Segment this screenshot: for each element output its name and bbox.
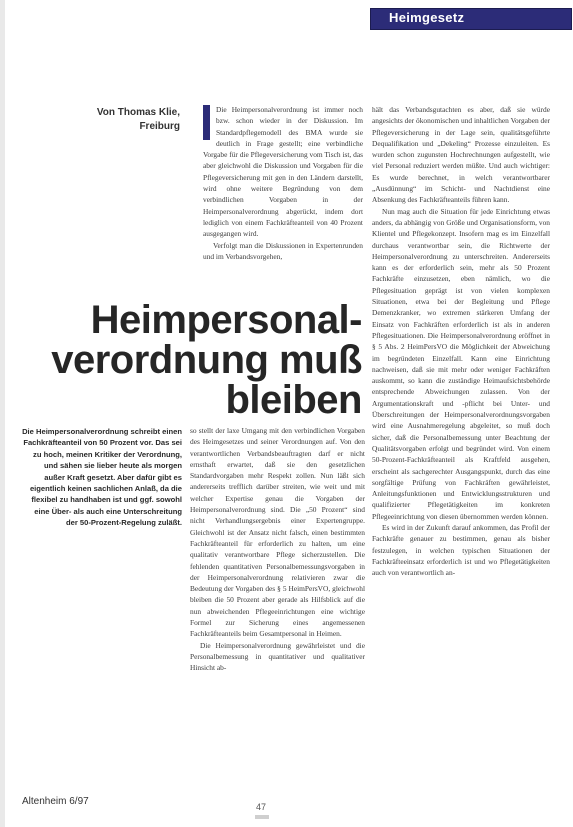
paragraph: Es wird in der Zukunft darauf ankommen, das Profil der Fachkräfte genauer zu bestimmen, genau als bisher festzulegen, in welchen typischen Situationen der Fachkräfteeinsatz erforderlich ist und wo Pflegetätigkeiten auch von verantwortlich an- (372, 522, 550, 578)
page-edge-shadow (0, 0, 5, 827)
paragraph: so stellt der laxe Umgang mit den verbindlichen Vorgaben des Heimgesetzes und seiner Verordnungen auf. Von den verantwortlichen Verbandsbeauftragten darf er nicht ernsthaft erwartet, daß sie den gesetzlichen Standardvorgaben mehr Respekt zollen. Nun läßt sich andererseits trefflich darüber streiten, wie weit und mit welcher Expertise genau die Vorgaben der Heimpersonalverordnung sind. Die „50 Prozent“ sind nicht Verhandlungsergebnis einer Expertengruppe. Gleichwohl ist der Ansatz nicht falsch, einen bestimmten Fachkräfteanteil für erforderlich zu halten, um eine qualitativ verantwortbare Pflege sicherzustellen. Die fehlenden quantitativen Personalbemessungsvorgaben in der Heimpersonalverordnung relativieren zwar die Bedeutung der Vorgaben des § 5 HeimPersVO, gleichwohl bleiben die 50 Prozent aber gerade als Hilfsblick auf die nun abweichenden Pflegeeinrichtungen eine wichtige Formel zur Sicherung eines angemessenen Fachkräfteanteils beim Gesamtpersonal in Heimen. (190, 426, 365, 639)
paragraph: hält das Verbandsgutachten es aber, daß sie würde angesichts der ökonomischen und inhaltlichen Vorgaben der Pflegeversicherung in der Lage sein, qualitätsgeführte Dequalifikation und „Dekeling“ Prozesse einzuleiten. Es wurden schon zugunsten Hochrechnungen aufgestellt, wie viel Personal reduziert werden müßte. Und auch wichtiger: Es wurde berechnet, in welch verantwortbarer „Ausdünnung“ im Schicht- und Nachtdienst eine Absenkung des Fachkräfteanteils führen kann. (372, 105, 550, 205)
section-header-bar (370, 8, 572, 30)
issue-footer: Altenheim 6/97 (22, 796, 89, 807)
initial-bar-mark (203, 105, 210, 140)
author-byline (60, 106, 180, 134)
paragraph: Die Heimpersonalverordnung ist immer noch bzw. schon wieder in der Diskussion. Im Standardpflegemodell des BMA wurde sie deutlich in Frage gestellt; eine verbindliche Vorgabe für die Pflegeversicherung vom Tisch ist, das aber gleichwohl die Diskussion und Vorgaben für die Pflegeversicherung mit gen in den Ländern darstellt, wird ohne weitere Begründung von dem verbindlichen Vorgaben in der Heimpersonalverordnung abgerückt, indem dort lediglich von einem Fachkräfteanteil von 40 Prozent ausgegangen wird. (203, 105, 363, 239)
body-column-1 (203, 104, 363, 282)
lead-paragraph: Die Heimpersonalverordnung schreibt einen Fachkräfteanteil von 50 Prozent vor. Das sei zu hoch, meinen Kritiker der Verordnung, und sähen sie lieber heute als morgen außer Kraft gesetzt. Aber dafür gibt es eigentlich keinen sachlichen Anlaß, da die flexibel zu handhaben ist und ggf. sowohl eine Über- als auch eine Unterschreitung der 50-Prozent-Regelung zuläßt. (22, 427, 182, 528)
headline-line-2: verordnung muß (51, 338, 362, 382)
paragraph: Die Heimpersonalverordnung gewährleistet und die Personalbemessung in quantitativer und qualitativer Hinsicht ab- (190, 640, 365, 673)
article-headline (40, 300, 362, 420)
page-number: 47 (256, 802, 267, 812)
author-location: Freiburg (139, 121, 180, 132)
author-name: Von Thomas Klie, (96, 107, 180, 118)
body-column-2 (190, 425, 365, 815)
footer-mark (255, 815, 269, 819)
section-label: Heimgesetz (389, 10, 465, 25)
paragraph: Nun mag auch die Situation für jede Einrichtung etwas anders, da abhängig von Größe und Organisationsform, von Klientel und Pflegekonzept. Insofern mag es im Einzelfall durchaus verantwortbar sein, die Richtwerte der Heimpersonalverordnung zu unterschreiten. Andererseits kann es der erforderlich sein, mehr als 50 Prozent Fachkräfte einzusetzen, eben nämlich, wo die Pflegesituation geprägt ist von vielen komplexen Situationen, etwa bei der Begleitung und Pflege Demenzkranker, wo extremen stärkeren Umfang der Einsatz von Fachkräften erforderlich ist als in anderen Pflegesituationen. Die Heimpersonalverordnung eröffnet in § 5 Abs. 2 HeimPersVO die Möglichkeit der Abweichung im begründeten Einzelfall. Kann eine Einrichtung nachweisen, daß sie mit mehr oder weniger Fachkräften auskommt, so kann die zuständige Heimaufsichtsbehörde entsprechende Abweichungen zulassen. Von der Argumentationskraft und -pflicht bei Unter- und Überschreitungen der Heimpersonalverordnungsvorgaben wird eine Ausnahmeregelung abgeleitet, so muß doch sicher, daß die Personalbemessung unter Beachtung der Qualitätsvorgaben erfolgt und begründet wird. Von einem 50-Prozent-Fachkräfteanteil als Kraftfeld ausgehen, erscheint als sachgerechter Ausgangspunkt, durch das eine sorgfältige Prüfung von Fachkräften gewährleistet, Anleitungsfunktionen und Entwicklungsstrukturen und qualifizierter Pflegetätigkeiten im konkreten Pflegeeinrichtung von diesen übernommen werden können. (372, 206, 550, 521)
headline-line-3: bleiben (225, 378, 362, 422)
paragraph: Verfolgt man die Diskussionen in Expertenrunden und im Verbandsvorgehen, (203, 240, 363, 261)
headline-line-1: Heimpersonal- (90, 298, 362, 342)
body-column-3 (372, 104, 550, 819)
